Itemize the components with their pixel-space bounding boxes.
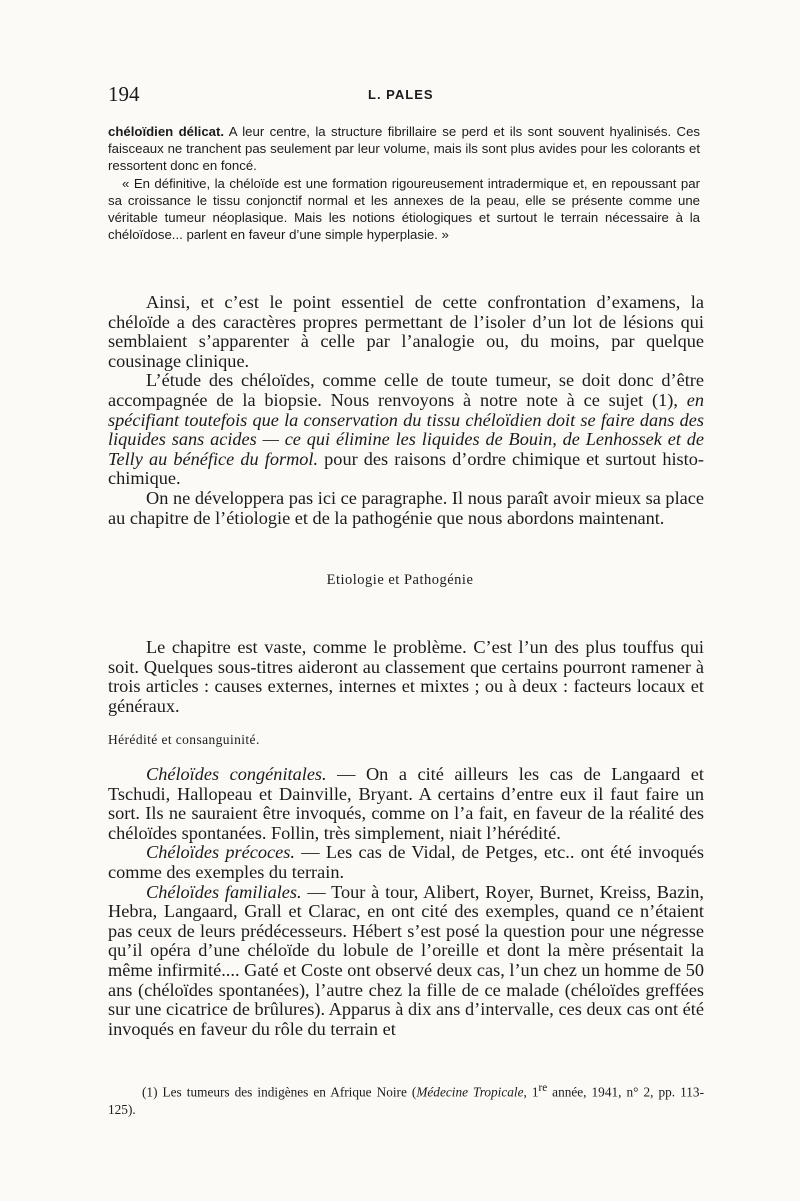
body-paragraph <box>108 883 704 1040</box>
italic-text: en spécifiant toutefois que la conservation du tissu chéloïdien doit se faire dans des liquides sans acides — ce qui élimine les liquides de Bouin, de Lenhossek et de Telly au bénéfice du formol. <box>108 389 704 469</box>
body-text: — Tour à tour, Alibert, Royer, Burnet, Kreiss, Bazin, Hebra, Langaard, Grall et Clarac, en ont cité des exemples, quand ce n’étaient pas ceux de leurs prédécesseurs. Hébert s’est posé la question pour une négresse qu’il opéra d’une chéloïde du lobule de l’oreille et dont la mère présentait la même infirmité.... Gaté et Coste ont observé deux cas, l’un chez un homme de 50 ans (chéloïdes spontanées), l’autre chez la fille de ce malade (chéloïdes greffées sur une cicatrice de brûlures). Apparus à dix ans d’intervalle, ces deux cas ont été invoqués en faveur du rôle du terrain et <box>108 881 704 1039</box>
section-heading: Etiologie et Pathogénie <box>326 572 474 588</box>
footnote-text <box>108 1079 704 1119</box>
sub-heading: Hérédité et consanguinité. <box>108 732 260 747</box>
body-text: — On a cité ailleurs les cas de Langaard et Tschudi, Hallopeau et Dainville, Bryant. A certains d’entre eux il faut faire un sort. Ils ne sauraient être invoqués, comme on l’a fait, en faveur de la réalité des chéloïdes spontanées. Follin, très simplement, niait l’hérédité. <box>108 764 704 843</box>
footnote-journal: Médecine Tropicale <box>416 1084 524 1100</box>
body-paragraph <box>108 371 704 489</box>
body-paragraph: Ainsi, et c’est le point essentiel de cette confrontation d’examens, la chéloïde a des caractères propres permettant de l’isoler d’un lot de lésions qui semblaient s’apparenter à celle par l’analogie ou, du moins, par quelque cousinage clinique. <box>108 292 704 371</box>
italic-text: Chéloïdes précoces. <box>146 842 295 863</box>
quoted-passage <box>108 123 700 243</box>
body-text: — Les cas de Vidal, de Petges, etc.. ont été invoqués comme des exemples du terrain. <box>108 842 704 882</box>
page-number: 194 <box>108 82 140 106</box>
footnote <box>108 1079 704 1119</box>
body-paragraph: Le chapitre est vaste, comme le problème. C’est l’un des plus touffus qui soit. Quelques sous-titres aideront au classement que certains pourront ramener à trois articles : causes externes, internes et mixtes ; ou à deux : facteurs locaux et généraux. <box>108 637 704 716</box>
italic-text: Chéloïdes familiales. <box>146 881 302 902</box>
footnote-superscript: re <box>538 1082 548 1094</box>
body-paragraph: On ne développera pas ici ce paragraphe. Il nous paraît avoir mieux sa place au chapitre de l’étiologie et de la pathogénie que nous abordons maintenant. <box>108 487 704 528</box>
italic-text: Chéloïdes congénitales. <box>146 764 327 784</box>
quote-bold-text: chéloïdien délicat. <box>108 124 225 139</box>
quote-paragraph <box>108 123 700 175</box>
running-head: L. PALES <box>368 87 434 102</box>
page-header <box>108 82 708 112</box>
footnote-text-c: année, 1941, n° 2, pp. 113-125). <box>108 1084 704 1118</box>
quote-paragraph: « En définitive, la chéloïde est une formation rigoureusement intradermique et, en repoussant par sa croissance le tissu conjonctif normal et les annexes de la peau, elle se présente comme une véritable tumeur néoplasique. Mais les notions étiologiques et surtout le terrain nécessaire à la chéloïdose... parlent en faveur d’une simple hyperplasie. » <box>108 175 700 243</box>
body-block <box>108 765 704 1039</box>
quote-text: A leur centre, la structure fibrillaire se perd et ils sont souvent hyalinisés. Ces faisceaux ne tranchent pas seulement par leur volume, mais ils sont plus avides pour les colorants et ressortent donc en foncé. <box>108 124 700 174</box>
body-paragraph <box>108 765 704 843</box>
body-text: L’étude des chéloïdes, comme celle de toute tumeur, se doit donc d’être accompagnée de la biopsie. Nous renvoyons à notre note à ce sujet (1), <box>108 370 704 410</box>
body-block <box>108 638 704 716</box>
body-paragraph <box>108 843 704 882</box>
body-text: pour des raisons d’ordre chimique et surtout histo-chimique. <box>108 448 704 489</box>
footnote-text-b: , 1 <box>523 1084 539 1100</box>
footnote-text-a: (1) Les tumeurs des indigènes en Afrique Noire ( <box>142 1084 417 1100</box>
body-block <box>108 293 704 528</box>
